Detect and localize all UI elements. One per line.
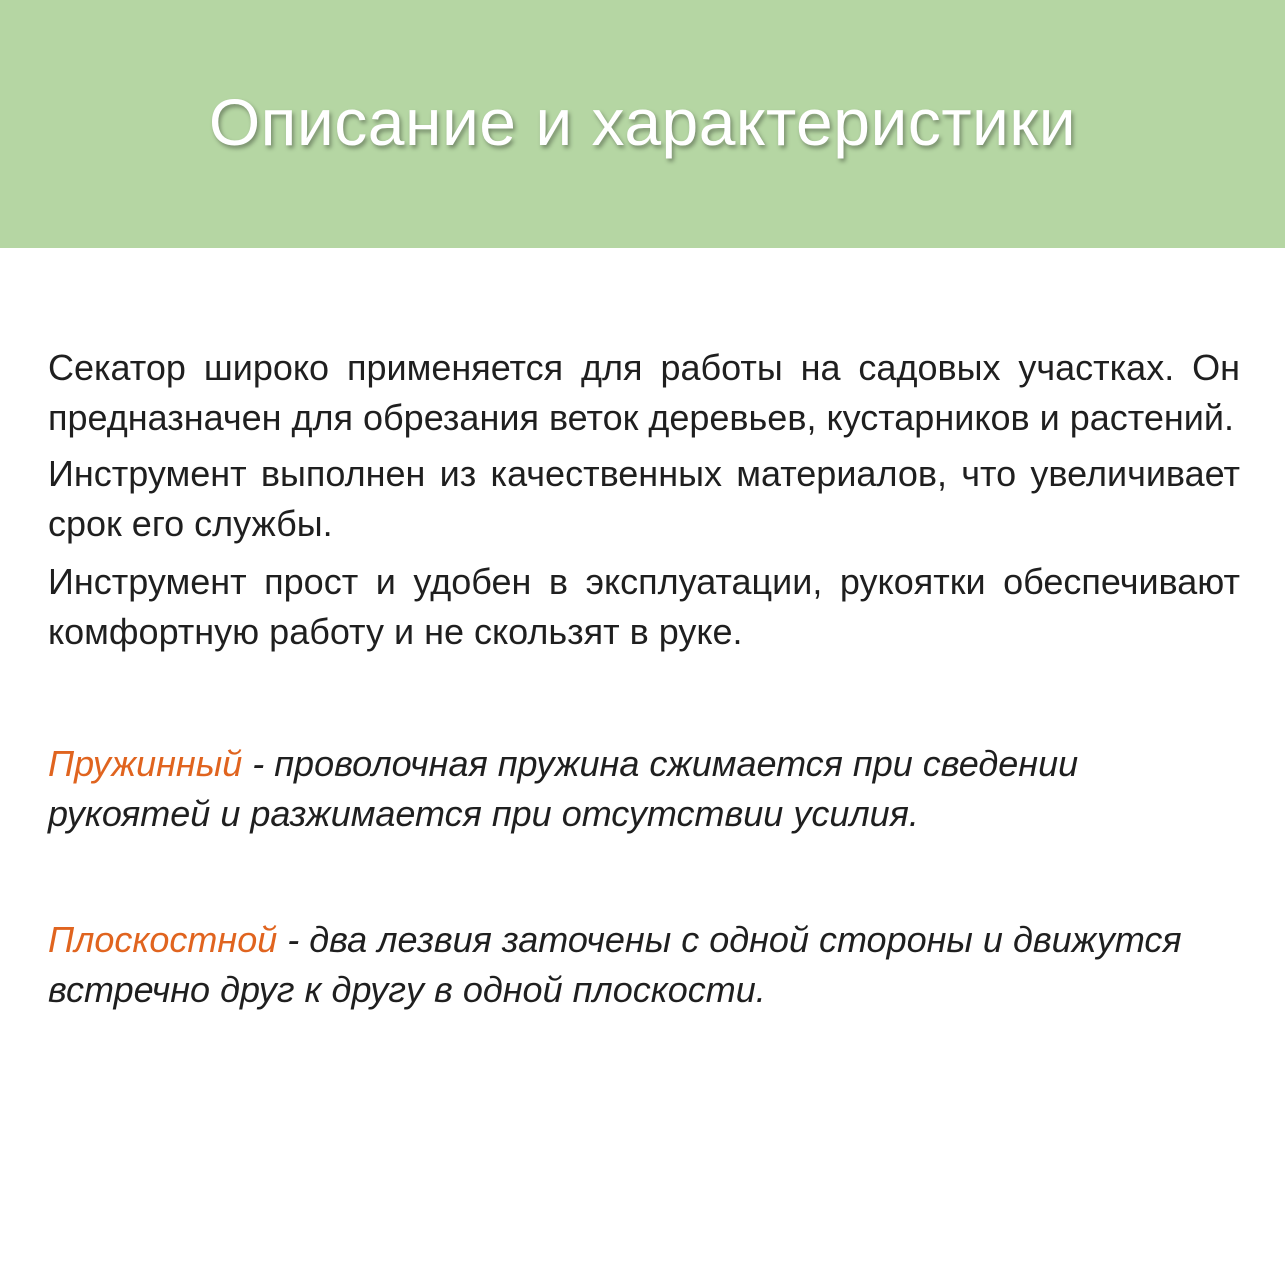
type-name-planar: Плоскостной <box>48 919 278 960</box>
description-content <box>48 343 1240 1015</box>
type-name-spring: Пружинный <box>48 743 243 784</box>
type-description-spring: - проволочная пружина сжимается при сведении рукоятей и разжимается при отсутствии усилия. <box>48 743 1079 834</box>
type-definition-planar <box>48 915 1240 1015</box>
header-banner <box>0 0 1285 248</box>
type-definition-spring <box>48 739 1240 839</box>
type-description-planar: - два лезвия заточены с одной стороны и движутся встречно друг к другу в одной плоскости. <box>48 919 1182 1010</box>
description-paragraph-materials: Инструмент выполнен из качественных материалов, что увеличивает срок его службы. <box>48 453 1240 544</box>
page-title: Описание и характеристики <box>208 85 1077 159</box>
description-paragraph-usage: Секатор широко применяется для работы на садовых участках. Он предназначен для обрезания веток деревьев, кустарников и растений. <box>48 347 1240 438</box>
description-paragraph-ergonomics: Инструмент прост и удобен в эксплуатации, рукоятки обеспечивают комфортную работу и не скользят в руке. <box>48 561 1240 652</box>
